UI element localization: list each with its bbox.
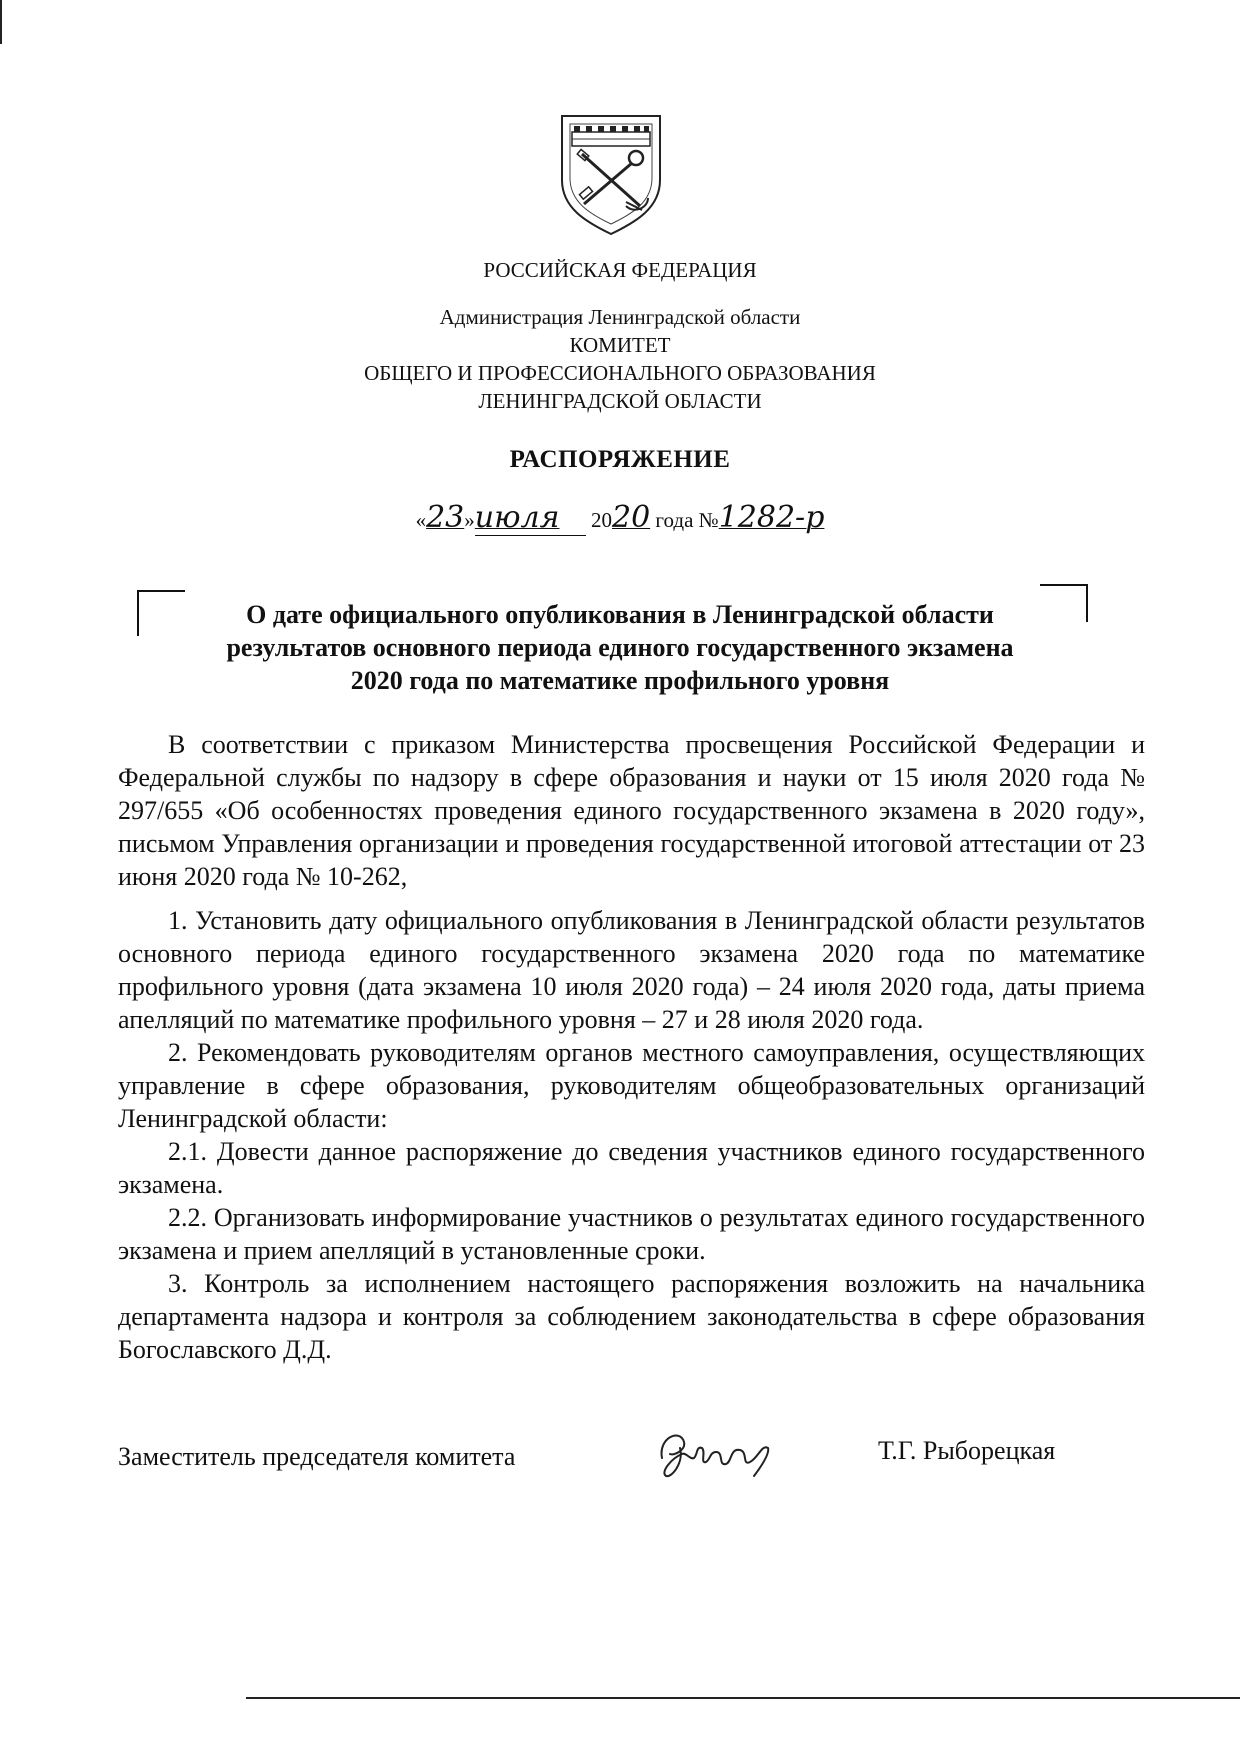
document-title [160, 598, 1080, 697]
item-3: 3. Контроль за исполнением настоящего распоряжения возложить на начальника департамента надзора и контроля за соблюдением законодательства в сфере образования Богославского Д.Д. [118, 1269, 1145, 1364]
item-1: 1. Установить дату официального опубликования в Ленинградской области результатов основного периода единого государственного экзамена 2020 года по математике профильного уровня (дата экзамена 10 июля 2020 года) – 24 июля 2020 года, даты приема апелляций по математике профильного уровня – 27 и 28 июля 2020 года. [118, 906, 1145, 1034]
footer-rule [246, 1697, 1240, 1699]
coat-of-arms-icon [556, 110, 666, 238]
item-2: 2. Рекомендовать руководителям органов местного самоуправления, осуществляющих управление в сфере образования, руководителям общеобразовательных организаций Ленинградской области: [118, 1038, 1145, 1133]
scan-edge-mark [0, 0, 2, 44]
committee-line-2: ОБЩЕГО И ПРОФЕССИОНАЛЬНОГО ОБРАЗОВАНИЯ [364, 361, 876, 385]
date-year-suffix: 20 [611, 500, 651, 535]
item-2-2: 2.2. Организовать информирование участников о результатах единого государственного экзамена и прием апелляций в установленные сроки. [118, 1203, 1145, 1265]
date-close-quote: » [464, 508, 475, 532]
committee-line-3: ЛЕНИНГРАДСКОЙ ОБЛАСТИ [478, 389, 762, 413]
handwritten-signature [650, 1418, 790, 1488]
document-date-number [0, 500, 1240, 536]
country-name: РОССИЙСКАЯ ФЕДЕРАЦИЯ [483, 258, 757, 282]
preamble [118, 728, 1145, 893]
document-number: 1282-р [718, 500, 825, 535]
administration-name: Администрация Ленинградской области [439, 305, 801, 329]
signature-block [118, 1432, 1145, 1492]
date-month: июля [474, 500, 560, 535]
title-line-2: результатов основного периода единого государственного экзамена [226, 633, 1014, 662]
resolution-items [118, 904, 1145, 1366]
date-year-label: года № [655, 508, 719, 532]
date-year-prefix: 20 [590, 508, 612, 532]
committee-line-1: КОМИТЕТ [569, 333, 671, 357]
title-line-3: 2020 года по математике профильного уровня [350, 666, 890, 695]
item-2-1: 2.1. Довести данное распоряжение до сведения участников единого государственного экзамена. [118, 1137, 1145, 1199]
document-type: РАСПОРЯЖЕНИЕ [509, 446, 731, 473]
signatory-name: Т.Г. Рыборецкая [878, 1436, 1056, 1465]
issuing-authority [0, 303, 1240, 415]
date-open-quote: « [415, 508, 427, 532]
signatory-position: Заместитель председателя комитета [118, 1442, 516, 1471]
title-line-1: О дате официального опубликования в Ленинградской области [246, 600, 994, 629]
date-day: 23 [426, 500, 465, 535]
preamble-paragraph: В соответствии с приказом Министерства просвещения Российской Федерации и Федеральной службы по надзору в сфере образования и науки от 15 июля 2020 года № 297/655 «Об особенностях проведения единого государственного экзамена в 2020 году», письмом Управления организации и проведения государственной итоговой аттестации от 23 июня 2020 года № 10-262, [118, 730, 1145, 891]
